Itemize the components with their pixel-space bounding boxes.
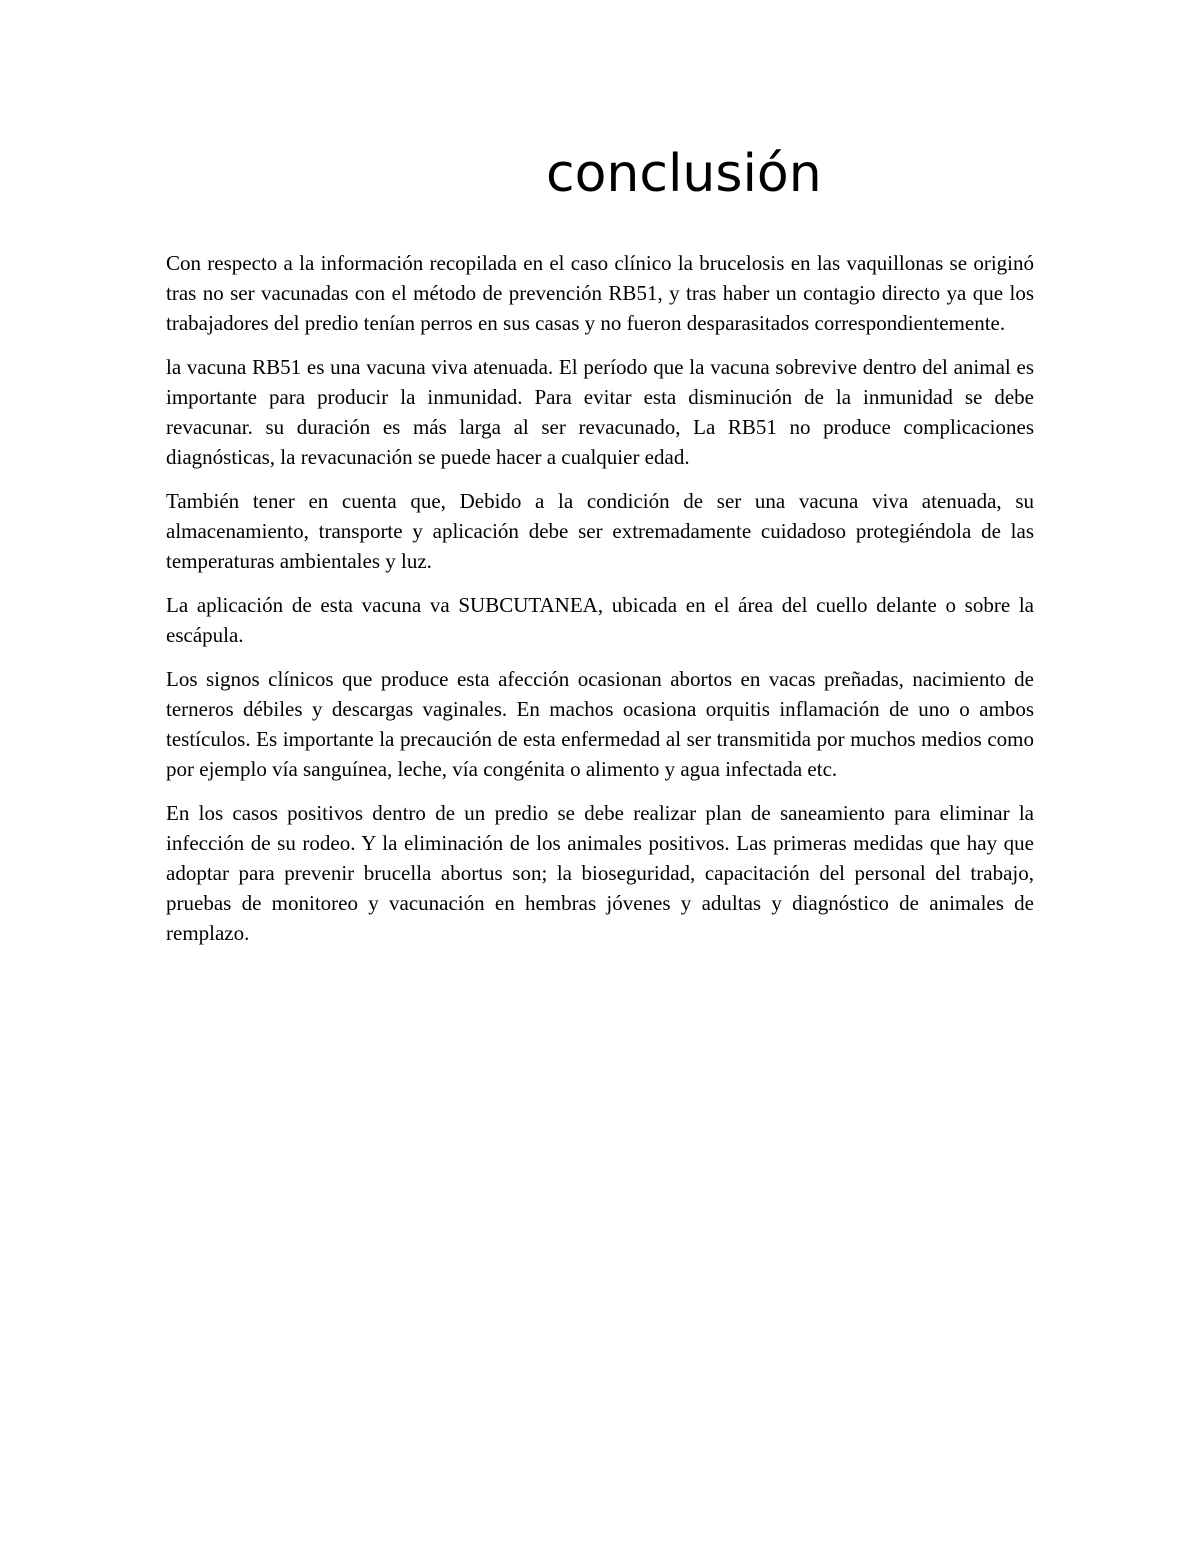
paragraph-1: Con respecto a la información recopilada en el caso clínico la brucelosis en las vaquillonas se originó tras no ser vacunadas con el método de prevención RB51, y tras haber un contagio directo ya que los trabajadores del predio tenían perros en sus casas y no fueron desparasitados correspondientemente. — [166, 251, 1034, 335]
document-title: conclusión — [546, 144, 822, 204]
paragraph-6: En los casos positivos dentro de un predio se debe realizar plan de saneamiento para eliminar la infección de su rodeo. Y la eliminación de los animales positivos. Las primeras medidas que hay que adoptar para prevenir brucella abortus son; la bioseguridad, capacitación del personal del trabajo, pruebas de monitoreo y vacunación en hembras jóvenes y adultas y diagnóstico de animales de remplazo. — [166, 801, 1034, 945]
paragraph-2: la vacuna RB51 es una vacuna viva atenuada. El período que la vacuna sobrevive dentro del animal es importante para producir la inmunidad. Para evitar esta disminución de la inmunidad se debe revacunar. su duración es más larga al ser revacunado, La RB51 no produce complicaciones diagnósticas, la revacunación se puede hacer a cualquier edad. — [166, 355, 1034, 469]
paragraph-5: Los signos clínicos que produce esta afección ocasionan abortos en vacas preñadas, nacimiento de terneros débiles y descargas vaginales. En machos ocasiona orquitis inflamación de uno o ambos testículos. Es importante la precaución de esta enfermedad al ser transmitida por muchos medios como por ejemplo vía sanguínea, leche, vía congénita o alimento y agua infectada etc. — [166, 667, 1034, 781]
paragraph-4: La aplicación de esta vacuna va SUBCUTANEA, ubicada en el área del cuello delante o sobre la escápula. — [166, 593, 1034, 647]
paragraph-3: También tener en cuenta que, Debido a la condición de ser una vacuna viva atenuada, su almacenamiento, transporte y aplicación debe ser extremadamente cuidadoso protegiéndola de las temperaturas ambientales y luz. — [166, 489, 1034, 573]
document-body — [166, 248, 1034, 962]
